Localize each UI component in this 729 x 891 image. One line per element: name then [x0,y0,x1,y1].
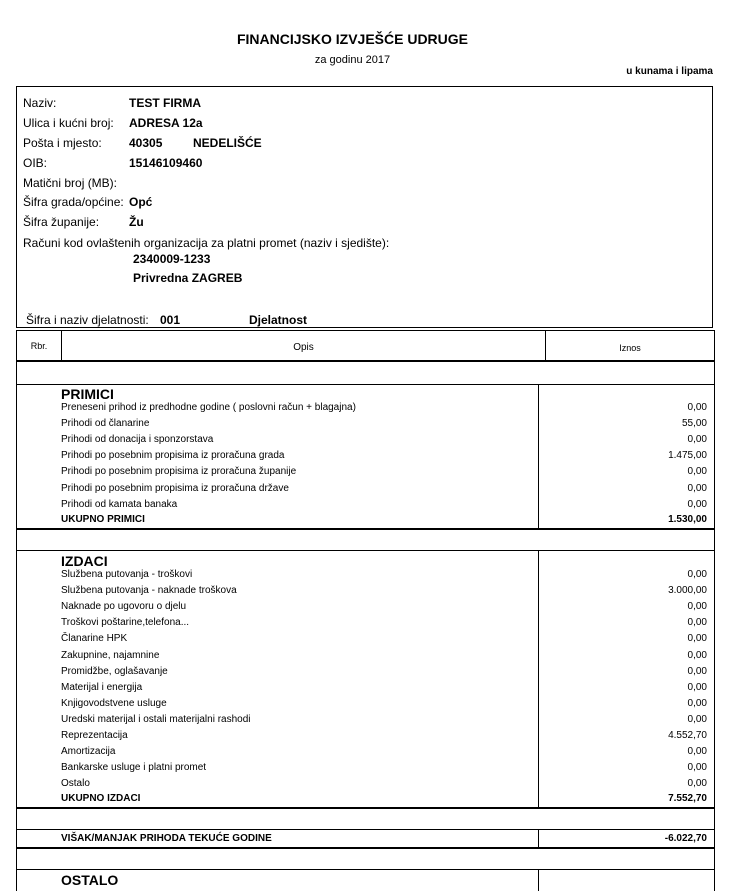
row-description: Službena putovanja - troškovi [61,569,193,580]
izdaci-total-label: UKUPNO IZDACI [61,793,141,804]
row-amount: 0,00 [687,665,707,677]
rbr-header: Rbr. [17,331,62,360]
ulica-value: ADRESA 12a [129,116,203,130]
row-description: Prihodi po posebnim propisima iz proračuna države [61,482,289,494]
iznos-header: Iznos [619,343,641,353]
grad-label: Šifra grada/općine: [23,195,124,209]
units-note: u kunama i lipama [626,66,713,77]
row-amount: 3.000,00 [668,585,707,597]
row-amount: 0,00 [687,762,707,774]
posta-broj-value: 40305 [129,136,163,150]
table-row [61,466,707,482]
row-description: Knjigovodstvene usluge [61,697,167,709]
row-amount: 0,00 [687,681,707,693]
organization-info-box [16,86,713,328]
row-amount: 0,00 [687,713,707,725]
djelatnost-naziv: Djelatnost [249,313,308,327]
row-description: Članarine HPK [61,633,128,645]
oib-value: 15146109460 [129,156,203,170]
posta-label: Pošta i mjesto: [23,136,102,150]
zupanija-value: Žu [129,215,144,229]
table-row [61,650,707,666]
table-row [61,450,707,466]
table-row [61,698,707,714]
table-row [61,778,707,794]
table-row [61,730,707,746]
table-header [16,330,715,362]
row-amount: 0,00 [687,697,707,709]
grad-value: Opć [129,195,153,209]
table-row [61,682,707,698]
table-row [61,585,707,601]
row-description: Preneseni prihod iz predhodne godine ( poslovni račun + blagajna) [61,402,356,413]
row-description: Prihodi od donacija i sponzorstava [61,434,214,446]
row-amount: 0,00 [687,569,707,580]
naziv-value: TEST FIRMA [129,96,201,110]
table-row [61,666,707,682]
row-description: Materijal i energija [61,681,143,693]
table-row [61,714,707,730]
row-description: Prihodi po posebnim propisima iz proračuna grada [61,450,285,462]
table-row [61,746,707,762]
izdaci-total-amount: 7.552,70 [668,793,707,804]
table-row [61,402,707,418]
visak-row [61,833,707,849]
row-description: Prihodi po posebnim propisima iz proračuna županije [61,466,297,478]
row-amount: 0,00 [687,778,707,790]
row-description: Prihodi od članarine [61,418,150,430]
izdaci-title: IZDACI [61,553,108,569]
row-description: Službena putovanja - naknade troškova [61,585,237,597]
divider [16,869,715,870]
opis-header: Opis [62,331,546,360]
divider [16,384,715,385]
row-description: Uredski materijal i ostali materijalni rashodi [61,713,251,725]
djelatnost-sifra: 001 [160,313,181,327]
mjesto-value: NEDELIŠĆE [193,136,262,150]
row-amount: 0,00 [687,601,707,613]
naziv-label: Naziv: [23,96,57,110]
row-amount: 0,00 [687,498,707,510]
row-amount: 0,00 [687,617,707,629]
row-description: Naknade po ugovoru o djelu [61,601,187,613]
primici-total-label: UKUPNO PRIMICI [61,514,145,525]
table-right-border [714,362,715,891]
row-amount: 0,00 [687,434,707,446]
primici-title: PRIMICI [61,386,114,402]
ulica-label: Ulica i kućni broj: [23,116,114,130]
report-title: FINANCIJSKO IZVJEŠĆE UDRUGE [236,31,469,47]
izdaci-total-row [61,793,707,809]
report-year: za godinu 2017 [314,54,391,66]
table-row [61,483,707,499]
primici-total-row [61,514,707,530]
row-amount: 0,00 [687,466,707,478]
table-row [61,762,707,778]
ostalo-title: OSTALO [61,872,119,888]
table-row [61,499,707,515]
visak-label: VIŠAK/MANJAK PRIHODA TEKUĆE GODINE [61,833,272,844]
row-amount: 55,00 [681,418,707,430]
row-description: Promidžbe, oglašavanje [61,665,168,677]
racun-value: 2340009-1233 [133,252,211,266]
row-description: Troškovi poštarine,telefona... [61,617,190,629]
amount-column-border [538,870,539,891]
row-amount: 0,00 [687,746,707,758]
table-left-border [16,362,17,891]
row-description: Amortizacija [61,746,116,758]
row-description: Prihodi od kamata banaka [61,498,178,510]
divider [16,829,715,830]
row-description: Zakupnine, najamnine [61,649,160,661]
mb-label: Matični broj (MB): [23,176,118,190]
row-amount: 4.552,70 [668,730,707,741]
oib-label: OIB: [23,156,48,170]
row-amount: 0,00 [687,633,707,645]
row-description: Ostalo [61,778,90,790]
zupanija-label: Šifra županije: [23,215,100,229]
primici-total-amount: 1.530,00 [668,514,707,525]
table-row [61,418,707,434]
djelatnost-label: Šifra i naziv djelatnosti: [26,313,149,327]
table-row [61,633,707,649]
row-amount: 1.475,00 [668,450,707,462]
row-amount: 0,00 [687,402,707,413]
row-description: Bankarske usluge i platni promet [61,762,207,774]
row-description: Reprezentacija [61,730,128,741]
table-row [61,569,707,585]
table-row [61,601,707,617]
table-row [61,617,707,633]
table-row [61,434,707,450]
racuni-label: Računi kod ovlaštenih organizacija za platni promet (naziv i sjedište): [23,236,390,250]
row-amount: 0,00 [687,649,707,661]
divider [16,550,715,551]
row-amount: 0,00 [687,482,707,494]
banka-value: Privredna ZAGREB [133,271,243,285]
visak-amount: -6.022,70 [664,833,707,844]
